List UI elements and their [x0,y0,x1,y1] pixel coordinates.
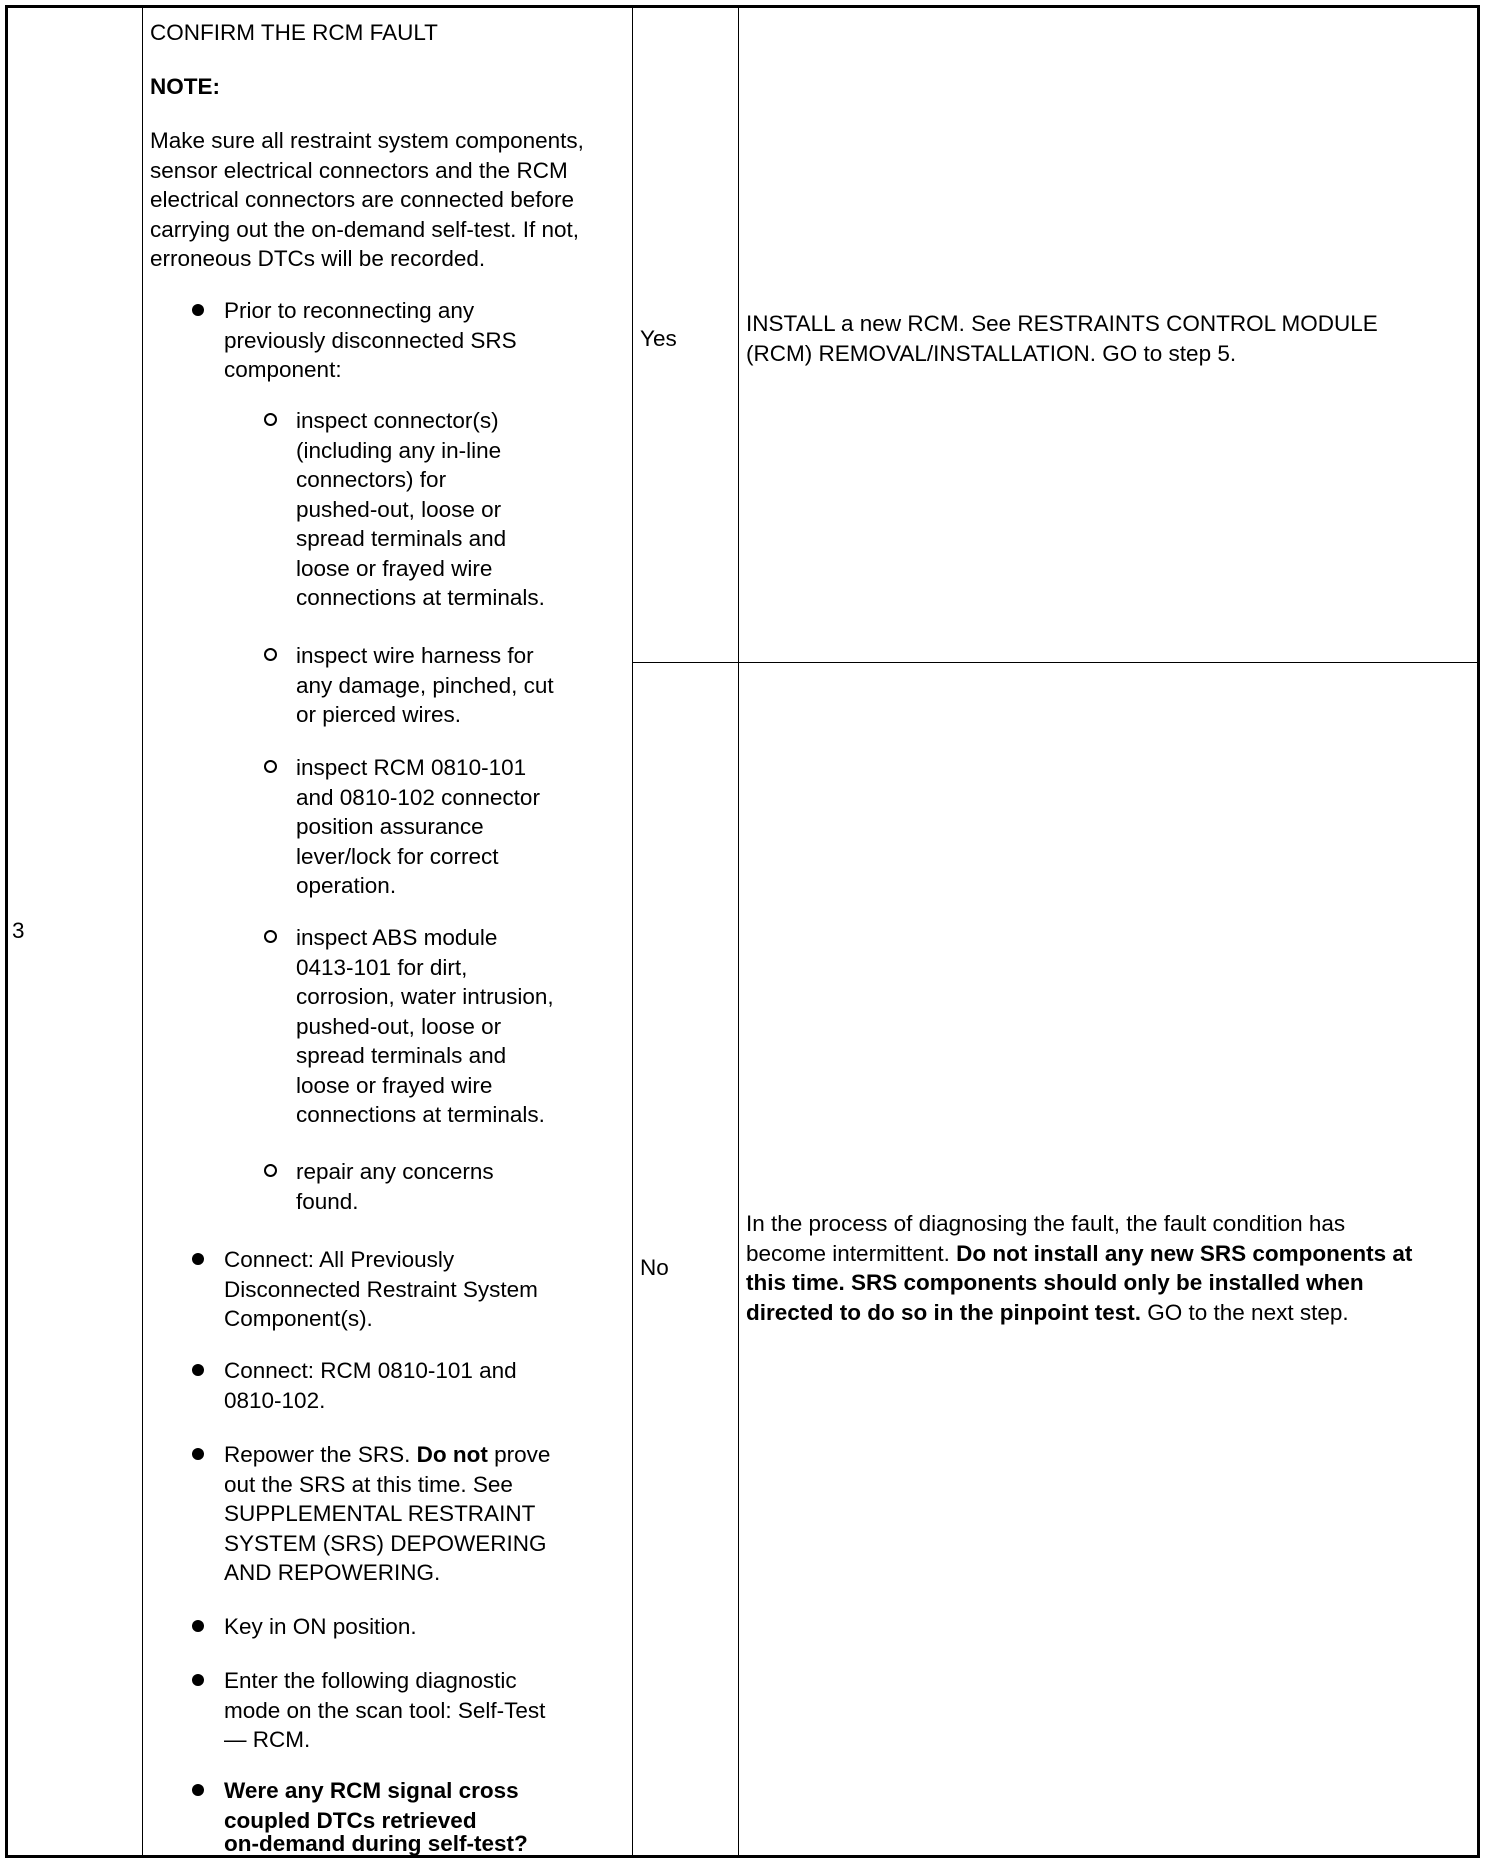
bullet-text: mode on the scan tool: Self-Test [224,1697,546,1723]
note-line: erroneous DTCs will be recorded. [150,246,486,271]
column-divider-step [142,8,143,1855]
sub-bullet-text: loose or frayed wire [296,1072,493,1098]
step-question: coupled DTCs retrieved [224,1807,477,1833]
step-question: Were any RCM signal cross [224,1778,519,1803]
sub-bullet-text: connectors) for [296,467,447,492]
sub-bullet-text: (including any in-line [296,437,502,463]
bullet-dot-icon [192,1674,204,1686]
sub-bullet-text: lever/lock for correct [296,843,499,869]
bullet-text: out the SRS at this time. See [224,1471,513,1497]
sub-bullet-text: loose or frayed wire [296,555,493,581]
sub-bullet-text: and 0810-102 connector [296,784,540,810]
row-divider-yes-no [632,662,1477,663]
bullet-text-bold: Do not [416,1442,488,1467]
column-divider-action [632,8,633,1855]
bullet-text: Disconnected Restraint System [224,1276,538,1302]
bullet-text [224,1440,550,1470]
step-question: on-demand during self-test? [224,1831,528,1856]
sub-bullet-text: corrosion, water intrusion, [296,984,554,1009]
result-no-label: No [640,1255,669,1280]
bullet-dot-icon [192,304,204,316]
result-no-text: In the process of diagnosing the fault, the fault condition has [746,1211,1346,1236]
sub-bullet-ring-icon [264,648,277,661]
sub-bullet-ring-icon [264,1164,277,1177]
sub-bullet-text: any damage, pinched, cut [296,672,554,698]
bullet-dot-icon [192,1620,204,1632]
bullet-text: Connect: RCM 0810-101 and [224,1358,517,1383]
result-no-text [746,1298,1349,1328]
bullet-text: component: [224,357,342,382]
sub-bullet-text: connections at terminals. [296,1102,545,1127]
bullet-text: Connect: All Previously [224,1247,455,1272]
sub-bullet-text: operation. [296,873,397,898]
note-line: electrical connectors are connected before [150,187,574,212]
result-no-text-part: GO to the next step. [1141,1299,1349,1325]
bullet-text: Component(s). [224,1306,373,1331]
bullet-text: SYSTEM (SRS) DEPOWERING [224,1530,547,1556]
sub-bullet-text: inspect wire harness for [296,643,534,668]
bullet-text: Prior to reconnecting any [224,298,475,323]
result-no-text-part: become intermittent. [746,1240,957,1266]
result-no-text-bold: Do not install any new SRS components at [956,1240,1413,1266]
bullet-dot-icon [192,1364,204,1376]
sub-bullet-text: or pierced wires. [296,702,462,727]
sub-bullet-text: spread terminals and [296,1043,507,1068]
bullet-text-part: Repower the SRS. [224,1442,417,1467]
bullet-dot-icon [192,1253,204,1265]
bullet-dot-icon [192,1448,204,1460]
note-line: Make sure all restraint system components, [150,128,584,153]
sub-bullet-text: pushed-out, loose or [296,1013,502,1039]
sub-bullet-text: inspect RCM 0810-101 [296,755,527,780]
sub-bullet-text: inspect connector(s) [296,408,499,433]
step-number: 3 [12,918,25,943]
bullet-text: Key in ON position. [224,1614,417,1639]
result-yes-text: (RCM) REMOVAL/INSTALLATION. GO to step 5. [746,340,1237,366]
sub-bullet-ring-icon [264,930,277,943]
note-label: NOTE: [150,74,220,99]
result-no-text-bold: this time. SRS components should only be installed when [746,1270,1364,1295]
result-yes-label: Yes [640,326,677,351]
sub-bullet-text: pushed-out, loose or [296,496,502,522]
sub-bullet-text: repair any concerns [296,1159,494,1184]
sub-bullet-text: 0413-101 for dirt, [296,954,468,980]
bullet-text: AND REPOWERING. [224,1560,441,1585]
sub-bullet-text: connections at terminals. [296,585,545,610]
step-title: CONFIRM THE RCM FAULT [150,20,438,45]
sub-bullet-ring-icon [264,760,277,773]
result-no-text [746,1239,1412,1269]
bullet-text: Enter the following diagnostic [224,1668,517,1693]
sub-bullet-text: found. [296,1188,359,1214]
sub-bullet-ring-icon [264,413,277,426]
bullet-text: 0810-102. [224,1387,326,1413]
sub-bullet-text: inspect ABS module [296,925,498,950]
result-no-text-bold: directed to do so in the pinpoint test. [746,1299,1141,1325]
sub-bullet-text: spread terminals and [296,526,507,551]
note-line: sensor electrical connectors and the RCM [150,157,568,183]
bullet-text: SUPPLEMENTAL RESTRAINT [224,1501,536,1526]
bullet-dot-icon [192,1784,204,1796]
bullet-text-part: prove [487,1442,551,1467]
result-yes-text: INSTALL a new RCM. See RESTRAINTS CONTROL MODULE [746,311,1378,336]
bullet-text: — RCM. [224,1727,311,1752]
note-line: carrying out the on-demand self-test. If not, [150,216,579,242]
diagnostic-step-table [5,5,1480,1858]
sub-bullet-text: position assurance [296,814,484,839]
bullet-text: previously disconnected SRS [224,327,517,353]
column-divider-result [738,8,739,1855]
